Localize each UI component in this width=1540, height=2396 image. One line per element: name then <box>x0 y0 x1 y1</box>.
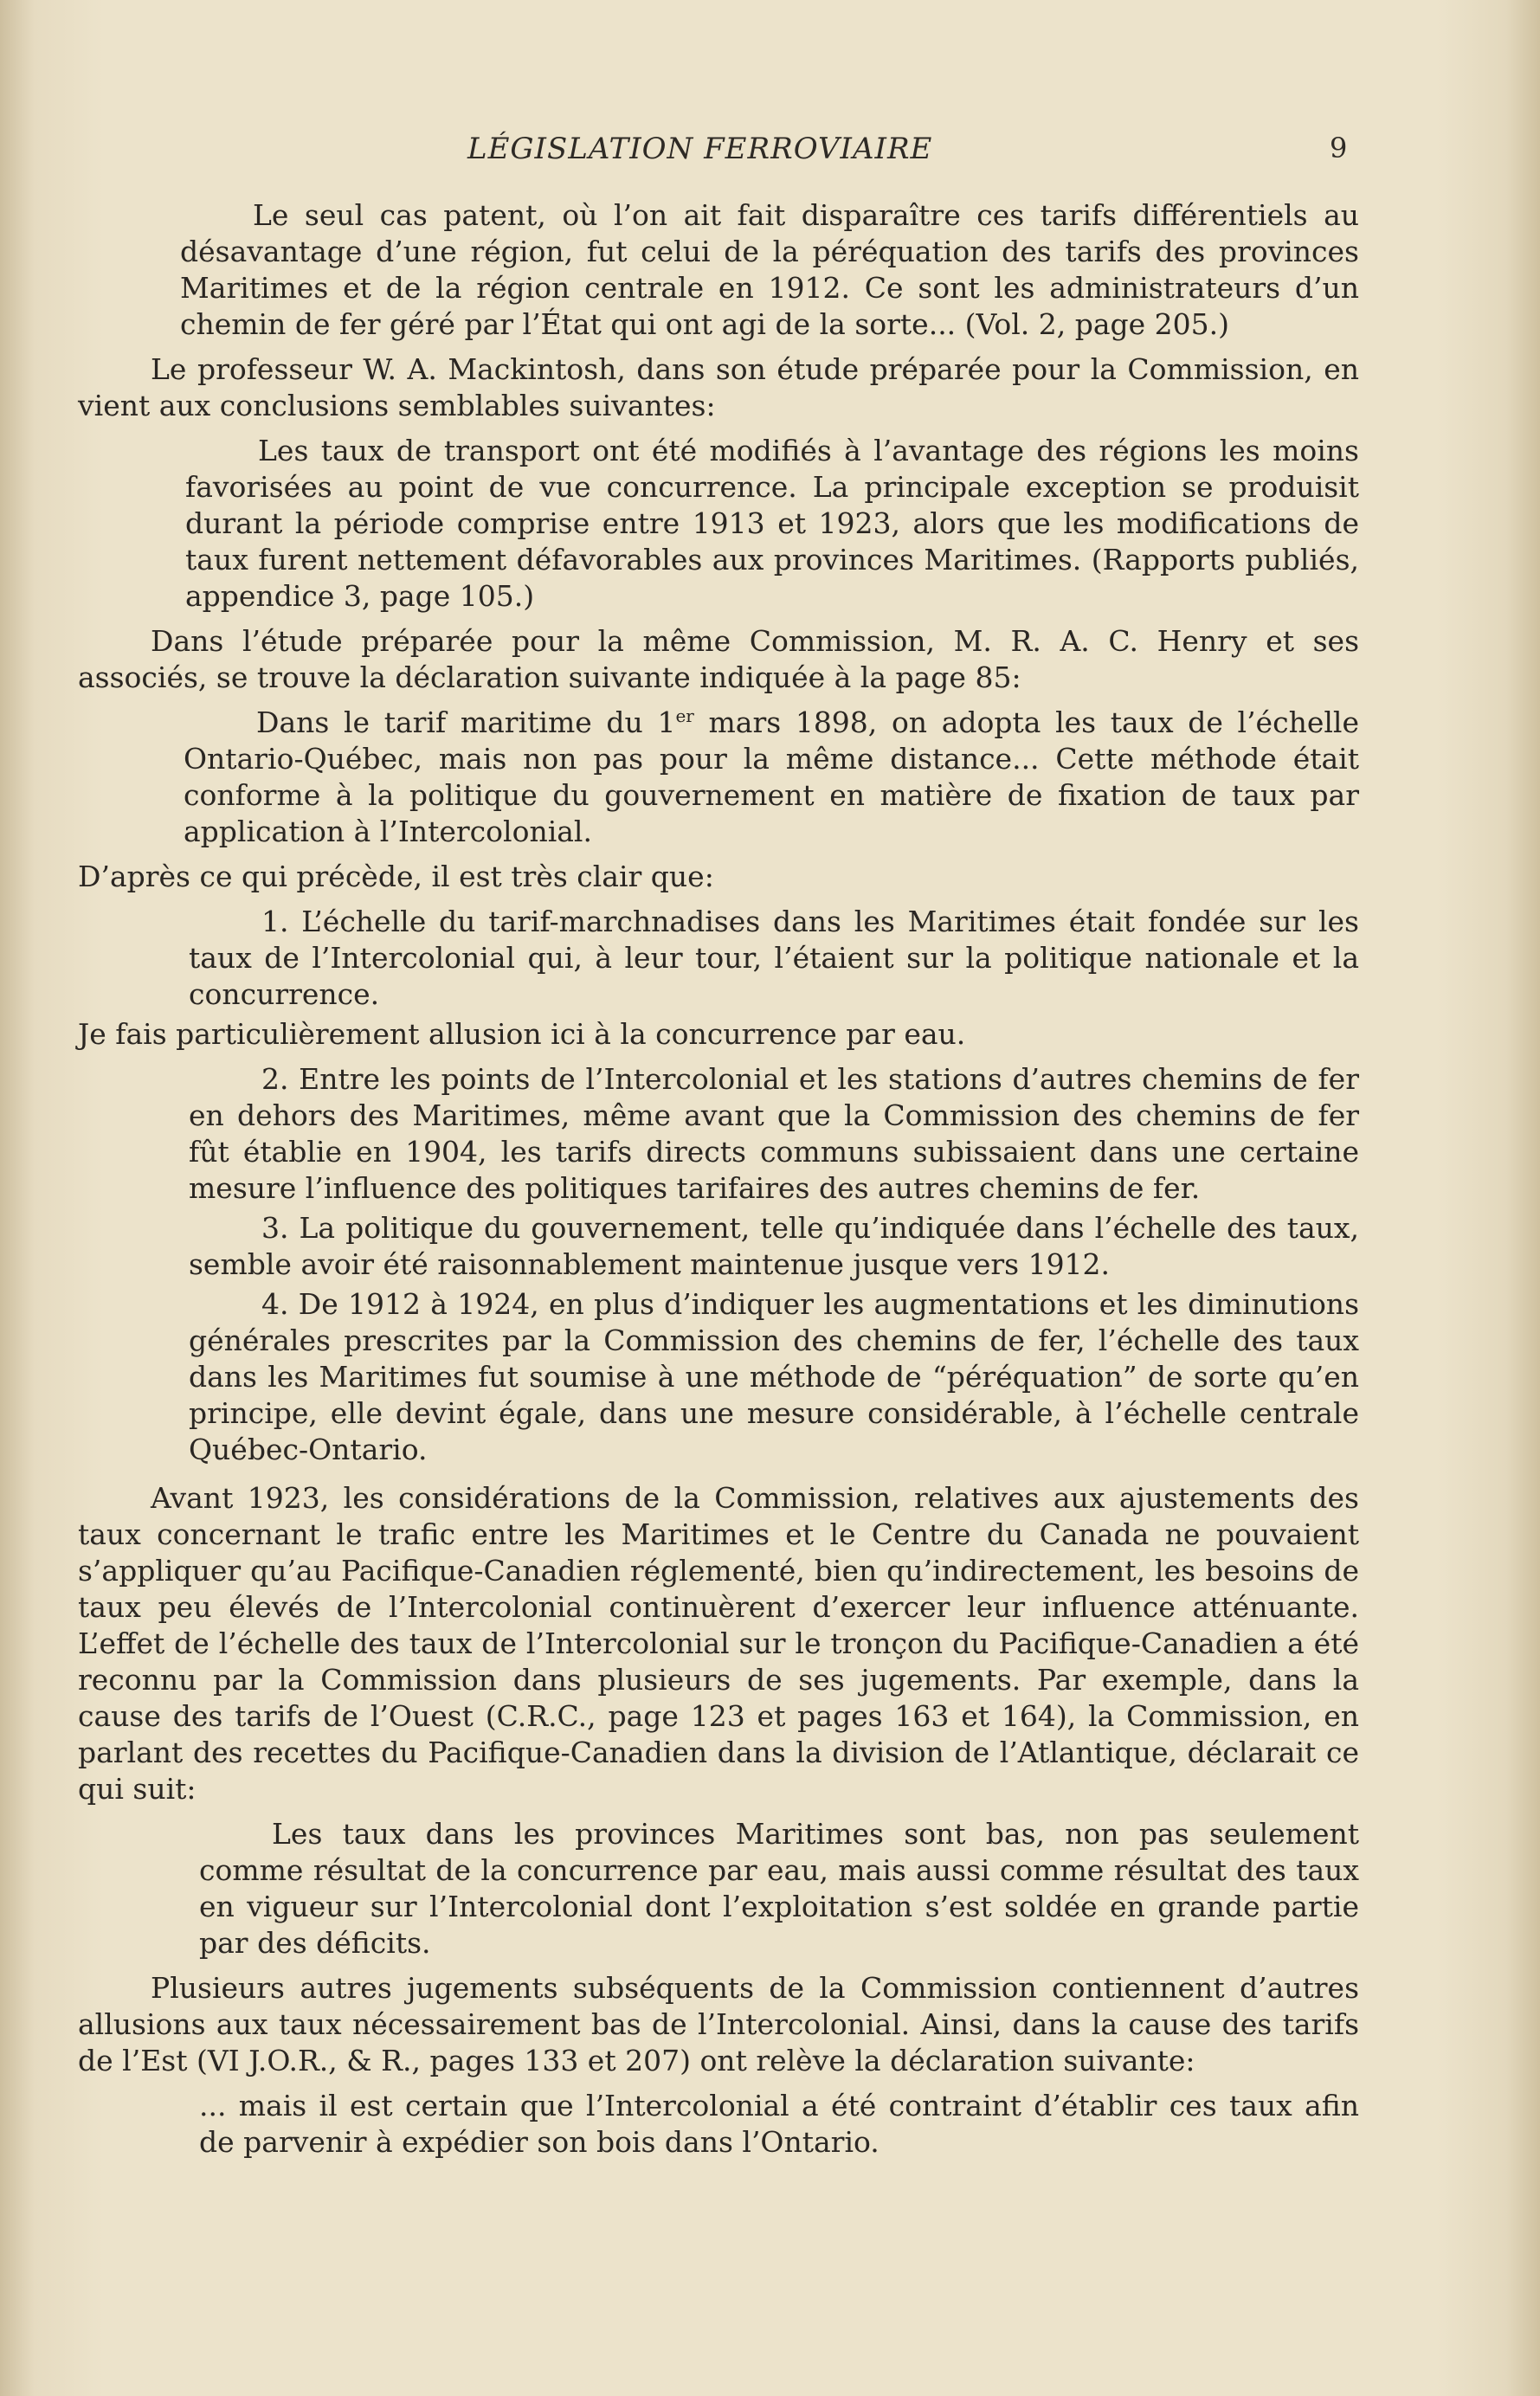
running-title: LÉGISLATION FERROVIAIRE <box>467 132 933 166</box>
quote-text: Dans le tarif maritime du 1 <box>256 705 676 739</box>
list-item: 2. Entre les points de l’Intercolonial et les stations d’autres chemins de fer en dehors des Maritimes, même avant que la Commission des chemins de fer fût établie en 1904, les tarifs directs communs subissaient dans une certaine mesure l’influence des politiques tarifaires des autres chemins de fer. <box>189 1062 1359 1205</box>
paragraph: Le professeur W. A. Mackintosh, dans son étude préparée pour la Commission, en vient aux conclusions semblables suivantes: <box>78 352 1359 422</box>
paragraph: Plusieurs autres jugements subséquents de la Commission contiennent d’autres allusions aux taux nécessairement bas de l’Intercolonial. Ainsi, dans la cause des tarifs de l’Est (VI J.O.R., & R., pages 133 et 207) ont relève la déclaration suivante: <box>78 1971 1359 2077</box>
page-number: 9 <box>1330 132 1348 164</box>
page-body <box>78 197 1359 2169</box>
quote-block <box>184 705 1359 850</box>
superscript: er <box>675 705 694 726</box>
paragraph: Dans l’étude préparée pour la même Commission, M. R. A. C. Henry et ses associés, se trouve la déclaration suivante indiquée à la page 85: <box>78 624 1359 694</box>
list-item: 4. De 1912 à 1924, en plus d’indiquer les augmentations et les diminutions générales prescrites par la Commission des chemins de fer, l’échelle des taux dans les Maritimes fut soumise à une méthode de “péréquation” de sorte qu’en principe, elle devint égale, dans une mesure considérable, à l’échelle centrale Québec-Ontario. <box>189 1287 1359 1466</box>
paragraph: D’après ce qui précède, il est très clair que: <box>78 860 714 893</box>
quote-block: Les taux dans les provinces Maritimes sont bas, non pas seulement comme résultat de la concurrence par eau, mais aussi comme résultat des taux en vigueur sur l’Intercolonial dont l’exploitation s’est soldée en grande partie par des déficits. <box>199 1817 1359 1960</box>
quote-block: Le seul cas patent, où l’on ait fait disparaître ces tarifs différentiels au désavantage d’une région, fut celui de la péréquation des tarifs des provinces Maritimes et de la région centrale en 1912. Ce sont les administrateurs d’un chemin de fer géré par l’État qui ont agi de la sorte... (Vol. 2, page 205.) <box>180 198 1359 341</box>
paragraph: Je fais particulièrement allusion ici à la concurrence par eau. <box>78 1017 966 1051</box>
quote-text: mars 1898, on adopta les taux de l’échelle Ontario-Québec, mais non pas pour la même distance... Cette méthode était conforme à la politique du gouvernement en matière de fixation de taux par application à l’Intercolonial. <box>184 705 1359 848</box>
quote-block: ... mais il est certain que l’Intercolonial a été contraint d’établir ces taux afin de parvenir à expédier son bois dans l’Ontario. <box>199 2089 1359 2159</box>
page-header <box>0 132 1540 175</box>
quote-block: Les taux de transport ont été modifiés à l’avantage des régions les moins favorisées au point de vue concurrence. La principale exception se produisit durant la période comprise entre 1913 et 1923, alors que les modifications de taux furent nettement défavorables aux provinces Maritimes. (Rapports publiés, appendice 3, page 105.) <box>185 434 1359 613</box>
paragraph: Avant 1923, les considérations de la Commission, relatives aux ajustements des taux concernant le trafic entre les Maritimes et le Centre du Canada ne pouvaient s’appliquer qu’au Pacifique-Canadien réglementé, bien qu’indirectement, les besoins de taux peu élevés de l’Intercolonial continuèrent d’exercer leur influence atténuante. L’effet de l’échelle des taux de l’Intercolonial sur le tronçon du Pacifique-Canadien a été reconnu par la Commission dans plusieurs de ses jugements. Par exemple, dans la cause des tarifs de l’Ouest (C.R.C., page 123 et pages 163 et 164), la Commission, en parlant des recettes du Pacifique-Canadien dans la division de l’Atlantique, déclarait ce qui suit: <box>78 1481 1359 1806</box>
list-item: 1. L’échelle du tarif-marchnadises dans les Maritimes était fondée sur les taux de l’Intercolonial qui, à leur tour, l’étaient sur la politique nationale et la concurrence. <box>189 905 1359 1011</box>
list-item: 3. La politique du gouvernement, telle qu’indiquée dans l’échelle des taux, semble avoir été raisonnablement maintenue jusque vers 1912. <box>189 1211 1359 1281</box>
